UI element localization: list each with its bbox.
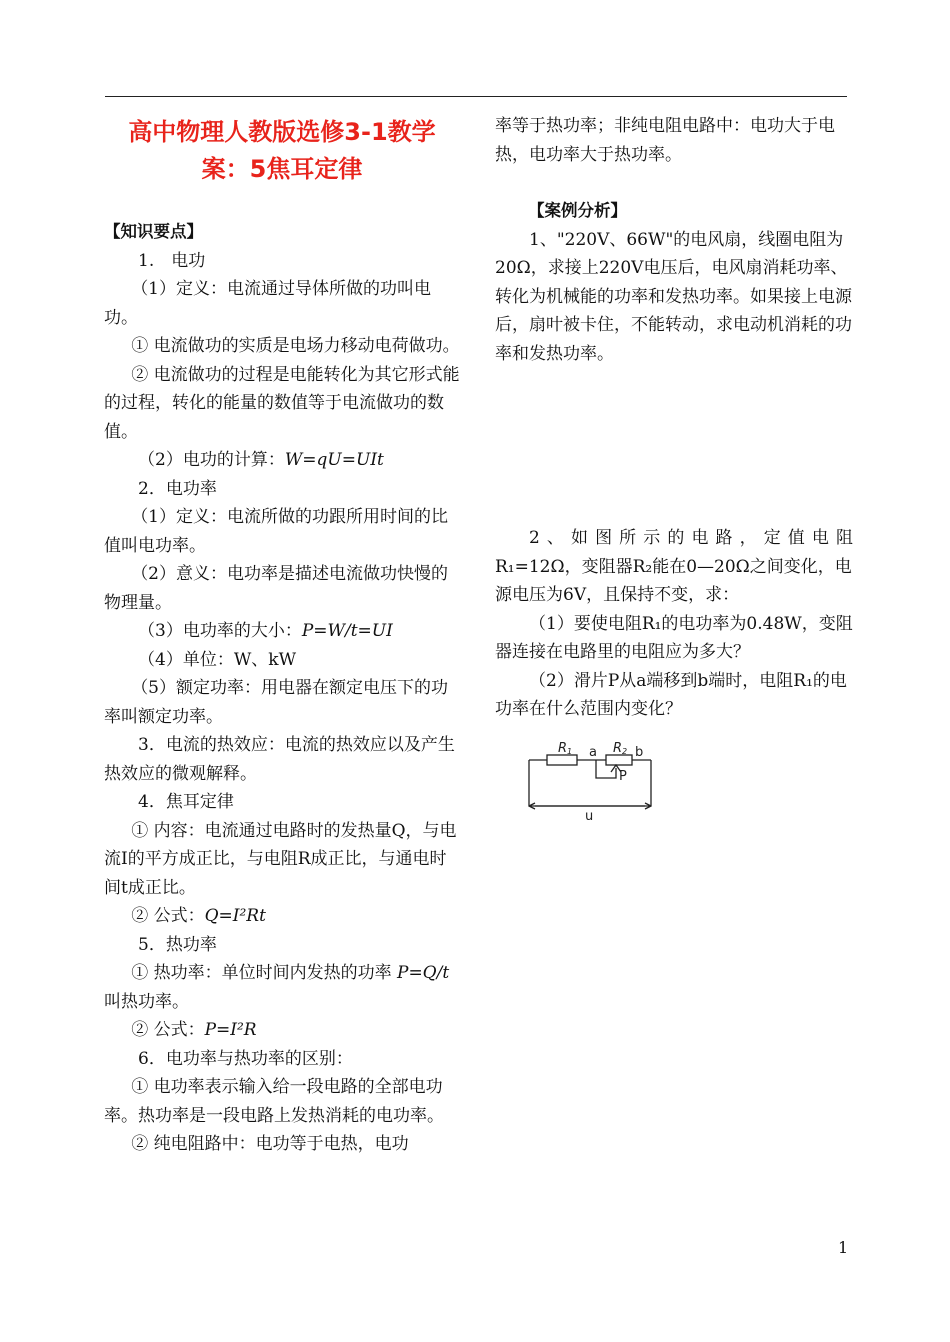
question-1: 1、"220V、66W"的电风扇，线圈电阻为20Ω，求接上220V电压后，电风扇消耗功率、转化为机械能的功率和发热功率。如果接上电源后，扇叶被卡住，不能转动，求电动机消耗的功率和发热功率。 (495, 229, 852, 364)
case-heading: 【案例分析】 (528, 201, 627, 220)
s5-title: 5．热功率 (138, 934, 217, 955)
s1-def: （1）定义：电流通过导体所做的功叫电功。 (104, 279, 432, 328)
s6-p1: ① 电功率表示输入给一段电路的全部电功率。热功率是一段电路上发热消耗的电功率。 (104, 1077, 444, 1126)
s2-title: 2．电功率 (138, 478, 217, 499)
s4-formula-line (104, 902, 460, 931)
s3-text: 3．电流的热效应：电流的热效应以及产生热效应的微观解释。 (104, 735, 455, 784)
label-r1: R1 (558, 741, 573, 756)
s2-def: （1）定义：电流所做的功跟所用时间的比值叫电功率。 (104, 507, 449, 556)
label-b: b (635, 744, 644, 760)
page-number: 1 (838, 1238, 849, 1257)
doc-title-line-1: 高中物理人教版选修3-1教学 (128, 118, 436, 146)
s6-p2: ② 纯电阻路中：电功等于电热，电功 (131, 1134, 409, 1154)
right-column (495, 112, 853, 833)
s6-continuation: 率等于热功率；非纯电阻电路中：电功大于电热，电功率大于热功率。 (495, 116, 835, 165)
s2-meaning: （2）意义：电功率是描述电流做功快慢的物理量。 (104, 564, 449, 613)
s5-formula-line (104, 1016, 460, 1045)
s1-calc-label: （2）电功的计算： (138, 450, 285, 470)
header-rule (105, 96, 847, 97)
s5-p1-text: ① 热功率：单位时间内发热的功率 (131, 963, 392, 983)
circuit-diagram (525, 742, 665, 824)
s2-size-formula: P=W/t=UI (301, 621, 393, 641)
s4-formula-label: ② 公式： (131, 906, 205, 926)
question-2-part1: （1）要使电阻R₁的电功率为0.48W，变阻器连接在电路里的电阻应为多大？ (495, 613, 853, 662)
s2-unit: （4）单位：W、kW (138, 649, 297, 670)
doc-title-line-2: 案：5焦耳定律 (201, 155, 363, 183)
s1-p2: ② 电流做功的过程是电能转化为其它形式能的过程，转化的能量的数值等于电流做功的数值。 (104, 364, 460, 442)
label-a: a (589, 744, 597, 760)
s5-p1 (104, 959, 460, 1016)
left-column (104, 112, 460, 1159)
s1-calc (104, 446, 460, 475)
s4-title: 4．焦耳定律 (138, 792, 234, 812)
s1-title: 1. 电功 (138, 250, 206, 271)
circuit-outer-wire (529, 760, 651, 806)
question-2-intro: 2、如图所示的电路，定值电阻 (529, 528, 853, 548)
s5-p1-suffix: 叫热功率。 (104, 991, 189, 1012)
s1-calc-formula: W=qU=UIt (284, 450, 384, 470)
resistor-r2 (606, 755, 632, 765)
label-u: u (585, 808, 594, 824)
s2-size-label: （3）电功率的大小： (138, 621, 302, 641)
label-p: P (619, 768, 627, 784)
s4-content: ① 内容：电流通过电路时的发热量Q，与电流I的平方成正比，与电阻R成正比，与通电时间t成正比。 (104, 820, 457, 898)
s5-formula-label: ② 公式： (131, 1020, 205, 1040)
label-r2: R2 (613, 741, 628, 756)
s5-formula: P=I²R (204, 1020, 257, 1040)
knowledge-heading: 【知识要点】 (104, 222, 203, 241)
s2-rated: （5）额定功率：用电器在额定电压下的功率叫额定功率。 (104, 678, 449, 727)
resistor-r1 (547, 755, 577, 765)
question-2-line2: R₁=12Ω，变阻器R₂能在0—20Ω之间变化，电源电压为6V，且保持不变，求： (495, 556, 852, 605)
s4-formula: Q=I²Rt (204, 906, 266, 926)
s2-size (104, 617, 460, 646)
s6-title: 6．电功率与热功率的区别： (138, 1048, 353, 1069)
s1-p1: ① 电流做功的实质是电场力移动电荷做功。 (131, 336, 460, 356)
question-2-part2: （2）滑片P从a端移到b端时，电阻R₁的电功率在什么范围内变化？ (495, 670, 847, 719)
s5-p1-formula: P=Q/t (397, 963, 450, 983)
